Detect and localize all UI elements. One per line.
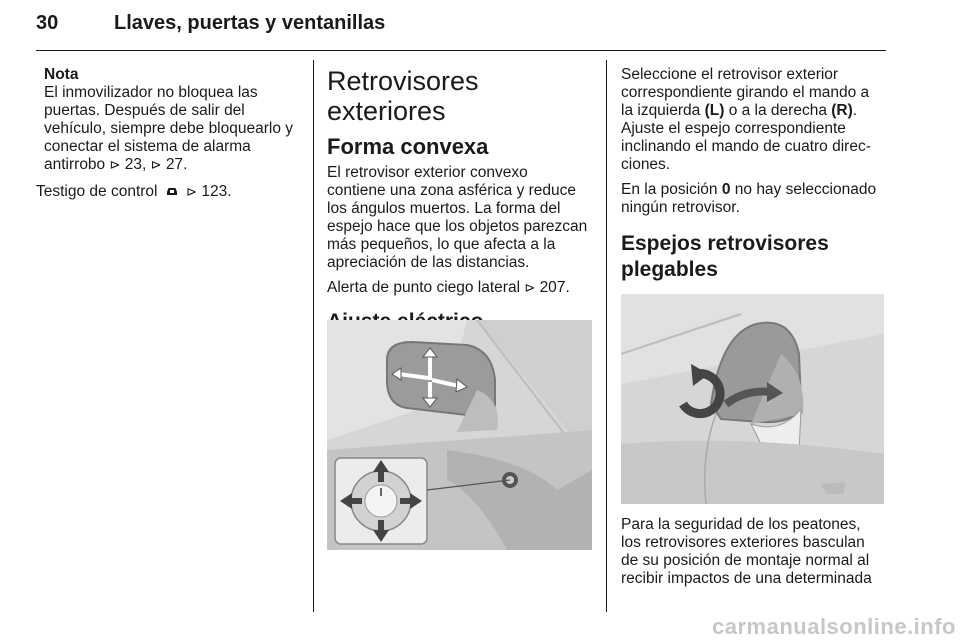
chapter-title: Llaves, puertas y ventanillas: [114, 12, 386, 34]
reference-arrow-icon: ⊳: [150, 157, 162, 172]
paragraph: El retrovisor exterior convexo contiene una zona asférica y reduce los ángulos muertos. La forma del espejo hace que los objetos parezcan más pequeños, lo que afecta a la apreciación de las distancias.: [327, 164, 588, 271]
page-ref-link[interactable]: 23: [124, 156, 142, 173]
paragraph-line: Para la seguridad de los peatones,: [621, 516, 861, 533]
paragraph: En la posición 0 no hay seleccionado ningún retrovisor.: [621, 181, 877, 216]
note-line: conectar el sistema de alarma: [44, 138, 251, 155]
note-block: [36, 66, 298, 174]
column-divider: [606, 60, 607, 612]
column-1: [36, 66, 298, 208]
folding-mirror-illustration: [621, 294, 884, 504]
note-line-refs: antirrobo ⊳ 23, ⊳ 27.: [44, 156, 188, 173]
column-3: [621, 66, 889, 293]
control-light-line: Testigo de control ⊳ 123.: [36, 183, 232, 200]
note-line: vehículo, siempre debe bloquearlo y: [44, 120, 294, 137]
header-rule: [36, 50, 886, 51]
note-heading: Nota: [44, 66, 79, 83]
note-line: El inmovilizador no bloquea las: [44, 84, 258, 101]
note-line: puertas. Después de salir del: [44, 102, 245, 119]
page-ref-link[interactable]: 123: [201, 183, 228, 200]
reference-arrow-icon: ⊳: [109, 157, 121, 172]
column-3-bottom: [621, 516, 889, 588]
blind-spot-line: Alerta de punto ciego lateral ⊳ 207.: [327, 279, 570, 296]
zero-position-label: 0: [721, 181, 731, 198]
paragraph: Seleccione el retrovisor exterior correspondiente girando el mando a la izquierda (L) o a la derecha (R). Ajuste el espejo correspondiente inclinando el mando de cuatro direc- ciones.: [621, 66, 871, 173]
reference-arrow-icon: ⊳: [186, 184, 198, 199]
watermark: carmanualsonline.info: [712, 614, 956, 639]
mirror-adjust-illustration: [327, 320, 592, 550]
paragraph-line: recibir impactos de una determinada: [621, 570, 872, 587]
car-lock-icon: [165, 185, 179, 197]
subsection-heading: Espejos retrovisores plegables: [621, 232, 829, 281]
page-header: [36, 6, 886, 46]
folding-mirror-drawing: [621, 294, 884, 504]
page-number: 30: [36, 12, 59, 34]
subsection-heading: Forma convexa: [327, 134, 489, 159]
left-mirror-label: (L): [704, 102, 725, 119]
page-ref-link[interactable]: 27: [165, 156, 184, 173]
column-2: [327, 66, 592, 347]
paragraph-line: de su posición de montaje normal al: [621, 552, 870, 569]
mirror-adjust-drawing: [327, 320, 592, 550]
page-ref-link[interactable]: 207: [539, 279, 566, 296]
section-title: Retrovisores exteriores: [327, 66, 479, 126]
right-mirror-label: (R): [831, 102, 853, 119]
column-divider: [313, 60, 314, 612]
paragraph-line: los retrovisores exteriores basculan: [621, 534, 865, 551]
reference-arrow-icon: ⊳: [524, 280, 536, 295]
